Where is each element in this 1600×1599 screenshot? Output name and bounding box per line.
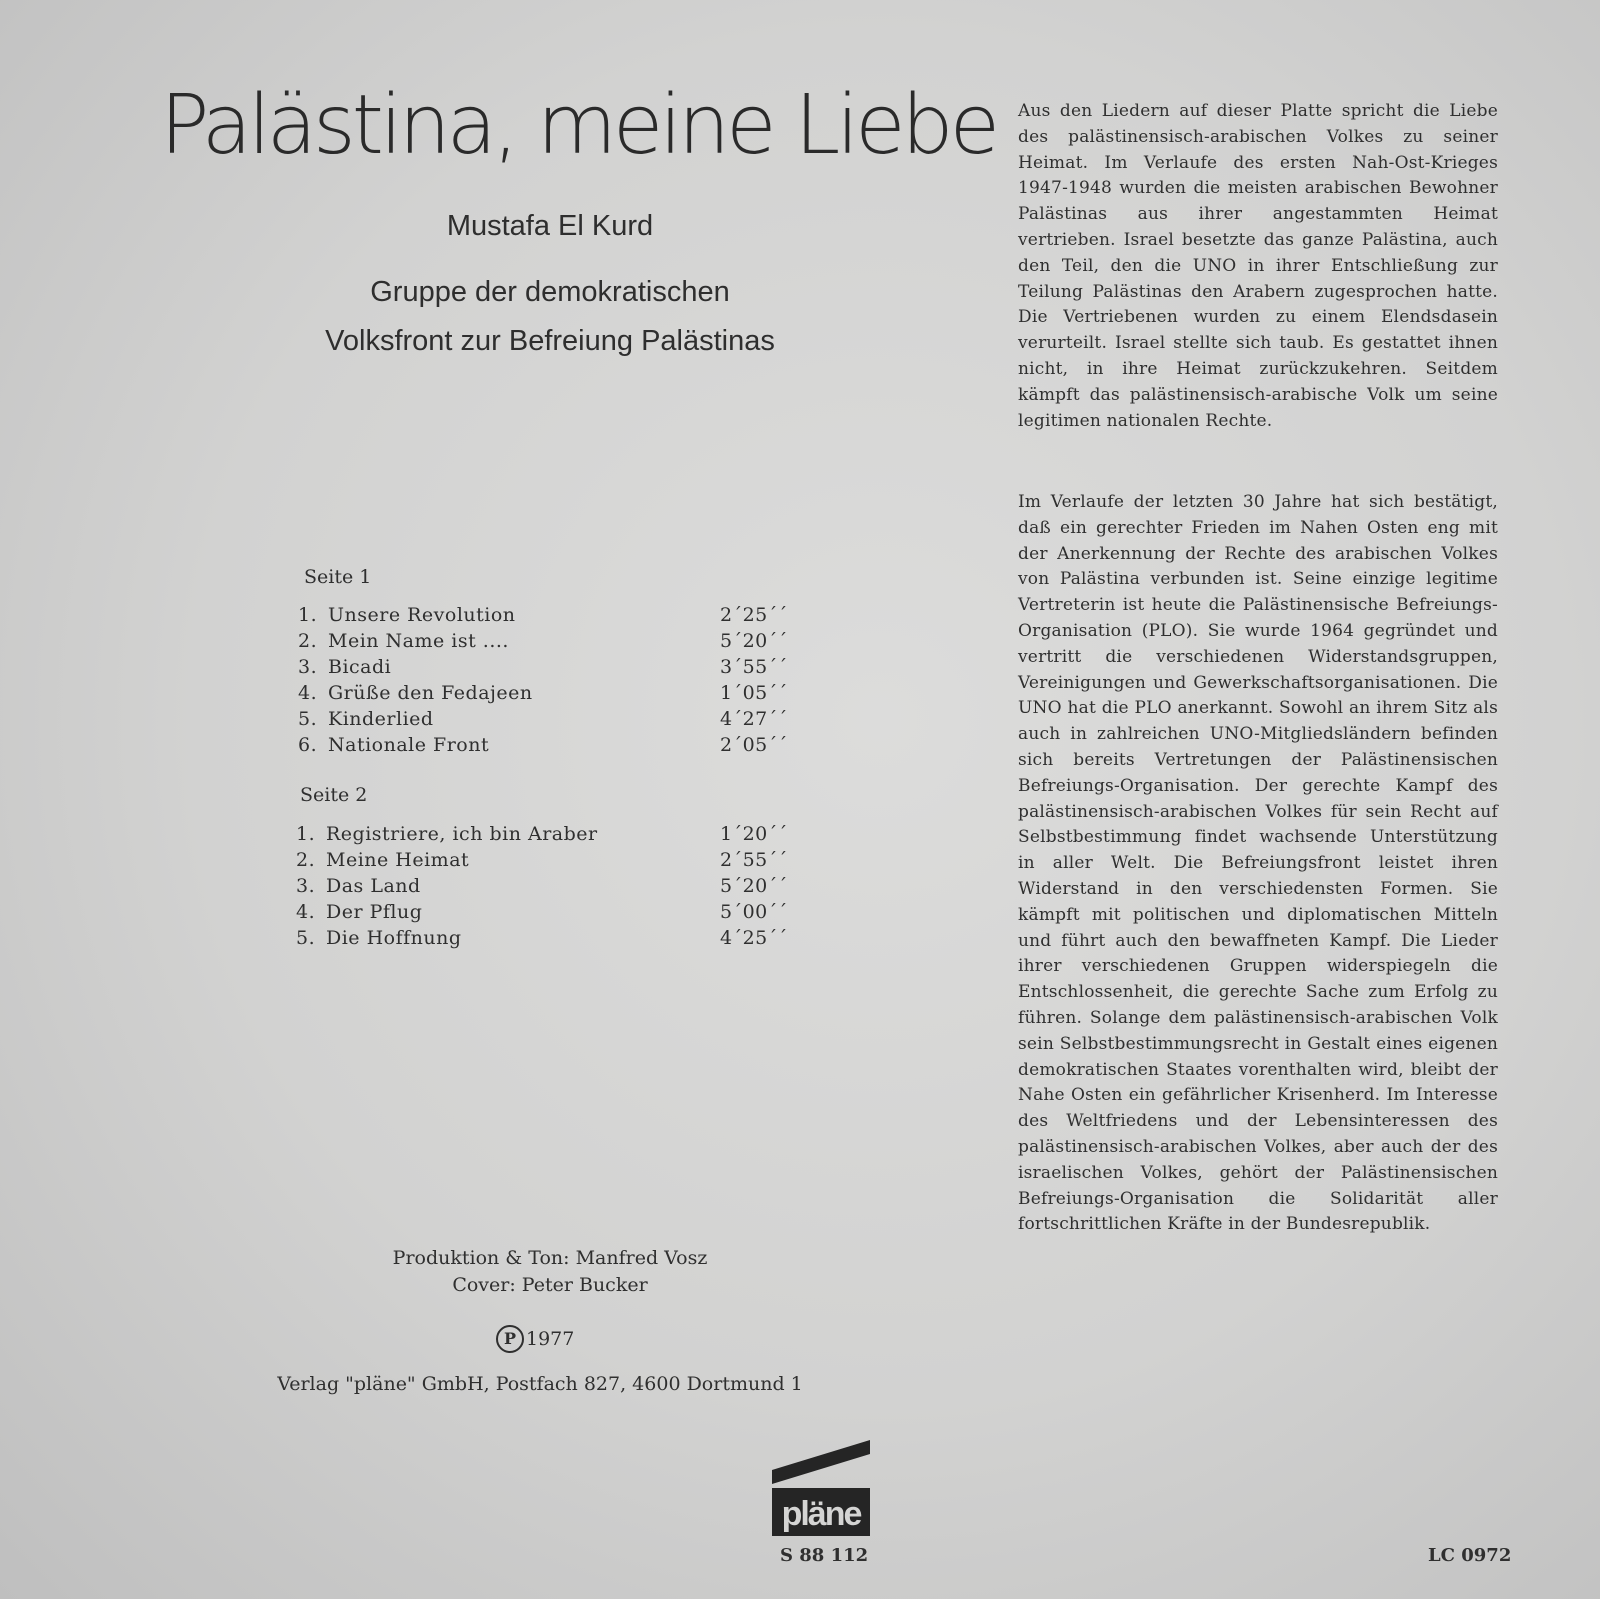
logo-wordmark: pläne (781, 1495, 861, 1533)
track-title: Registriere, ich bin Araber (326, 823, 598, 845)
track-list-item (296, 849, 796, 875)
group-line-1: Gruppe der demokratischen (370, 276, 730, 308)
group-line-2: Volksfront zur Befreiung Palästinas (325, 325, 775, 357)
track-title: Unsere Revolution (328, 604, 516, 626)
track-duration: 3´55´´ (720, 656, 788, 678)
track-duration: 5´00´´ (720, 901, 788, 923)
phonogram-symbol: P (496, 1325, 524, 1353)
track-list-item (298, 630, 798, 656)
track-list-item (296, 901, 796, 927)
track-list-item (296, 823, 796, 849)
track-title: Grüße den Fedajeen (328, 682, 533, 704)
publisher-address: Verlag "pläne" GmbH, Postfach 827, 4600 Dortmund 1 (277, 1373, 803, 1395)
track-number: 6. (298, 734, 318, 756)
logo-stripe-top (772, 1440, 870, 1484)
track-title: Bicadi (328, 656, 392, 678)
track-number: 5. (296, 927, 316, 949)
track-duration: 1´20´´ (720, 823, 788, 845)
track-duration: 1´05´´ (720, 682, 788, 704)
track-title: Nationale Front (328, 734, 490, 756)
track-duration: 5´20´´ (720, 630, 788, 652)
label-code: LC 0972 (1428, 1545, 1512, 1566)
liner-notes-paragraph-2: Im Verlaufe der letzten 30 Jahre hat sich bestätigt, daß ein gerechter Frieden im Nahen Osten eng mit der Anerkennung der Rechte des arabischen Volkes von Palästina verbunden ist. Seine einzige legitime Vertreterin ist heute die Palästinensische Befreiungs-Organisation (PLO). Sie wurde 1964 gegründet und vertritt die verschiedenen Widerstandsgruppen, Vereinigungen und Gewerkschaftsorganisationen. Die UNO hat die PLO anerkannt. Sowohl an ihrem Sitz als auch in zahlreichen UNO-Mitgliedsländern befinden sich bereits Vertretungen der Palästinensischen Befreiungs-Organisation. Der gerechte Kampf des palästinensisch-arabischen Volkes für sein Recht auf Selbstbestimmung findet wachsende Unterstützung in aller Welt. Die Befreiungsfront leistet ihren Widerstand in den verschiedensten Formen. Sie kämpft mit politischen und diplomatischen Mitteln und führt auch den bewaffneten Kampf. Die Lieder ihrer verschiedenen Gruppen widerspiegeln die Entschlossenheit, die gerechte Sache zum Erfolg zu führen. Solange dem palästinensisch-arabischen Volk sein Selbstbestimmungsrecht in Gestalt eines eigenen demokratischen Staates vorenthalten wird, bleibt der Nahe Osten ein gefährlicher Krisenherd. Im Interesse des Weltfriedens und der Lebensinteressen des palästinensisch-arabischen Volkes, aber auch der des israelischen Volkes, gehört der Palästinensischen Befreiungs-Organisation die Solidarität aller fortschrittlichen Kräfte in der Bundesrepublik. (1018, 492, 1498, 1235)
track-number: 3. (298, 656, 318, 678)
track-duration: 2´55´´ (720, 849, 788, 871)
track-title: Kinderlied (328, 708, 434, 730)
track-number: 5. (298, 708, 318, 730)
track-number: 4. (298, 682, 318, 704)
track-list-item (296, 927, 796, 953)
production-credit: Produktion & Ton: Manfred Vosz (392, 1247, 708, 1269)
side-1-heading: Seite 1 (304, 566, 372, 588)
liner-notes-paragraph-1: Aus den Liedern auf dieser Platte spricht die Liebe des palästinensisch-arabischen Volkes zu seiner Heimat. Im Verlaufe des ersten Nah-Ost-Krieges 1947-1948 wurden die meisten arabischen Bewohner Palästinas aus ihrer angestammten Heimat vertrieben. Israel besetzte das ganze Palästina, auch den Teil, den die UNO in ihrer Entschließung zur Teilung Palästinas den Arabern zugesprochen hatte. Die Vertriebenen wurden zu einem Elendsdasein verurteilt. Israel stellte sich taub. Es gestattet ihnen nicht, in ihre Heimat zurückzukehren. Seitdem kämpft das palästinensisch-arabische Volk um seine legitimen nationalen Rechte. (1018, 101, 1498, 431)
track-title: Mein Name ist .... (328, 630, 509, 652)
catalog-number: S 88 112 (780, 1545, 869, 1566)
track-list-item (298, 604, 798, 630)
track-number: 4. (296, 901, 316, 923)
track-number: 1. (296, 823, 316, 845)
album-title: Palästina, meine Liebe (160, 78, 997, 173)
track-number: 3. (296, 875, 316, 897)
track-number: 1. (298, 604, 318, 626)
cover-credit: Cover: Peter Bucker (452, 1274, 648, 1296)
track-duration: 2´25´´ (720, 604, 788, 626)
track-list-item (296, 875, 796, 901)
track-list-item (298, 656, 798, 682)
track-number: 2. (296, 849, 316, 871)
phonogram-copyright (496, 1325, 574, 1353)
side-2-heading: Seite 2 (300, 784, 368, 806)
copyright-year: 1977 (526, 1328, 575, 1350)
track-number: 2. (298, 630, 318, 652)
track-title: Meine Heimat (326, 849, 470, 871)
track-duration: 2´05´´ (720, 734, 788, 756)
track-duration: 4´27´´ (720, 708, 788, 730)
track-title: Der Pflug (326, 901, 423, 923)
artist-name: Mustafa El Kurd (446, 210, 654, 242)
track-duration: 5´20´´ (720, 875, 788, 897)
track-list-item (298, 682, 798, 708)
track-list-item (298, 708, 798, 734)
track-title: Die Hoffnung (326, 927, 462, 949)
track-duration: 4´25´´ (720, 927, 788, 949)
track-list-item (298, 734, 798, 760)
track-title: Das Land (326, 875, 421, 897)
plaene-label-logo (772, 1440, 870, 1536)
